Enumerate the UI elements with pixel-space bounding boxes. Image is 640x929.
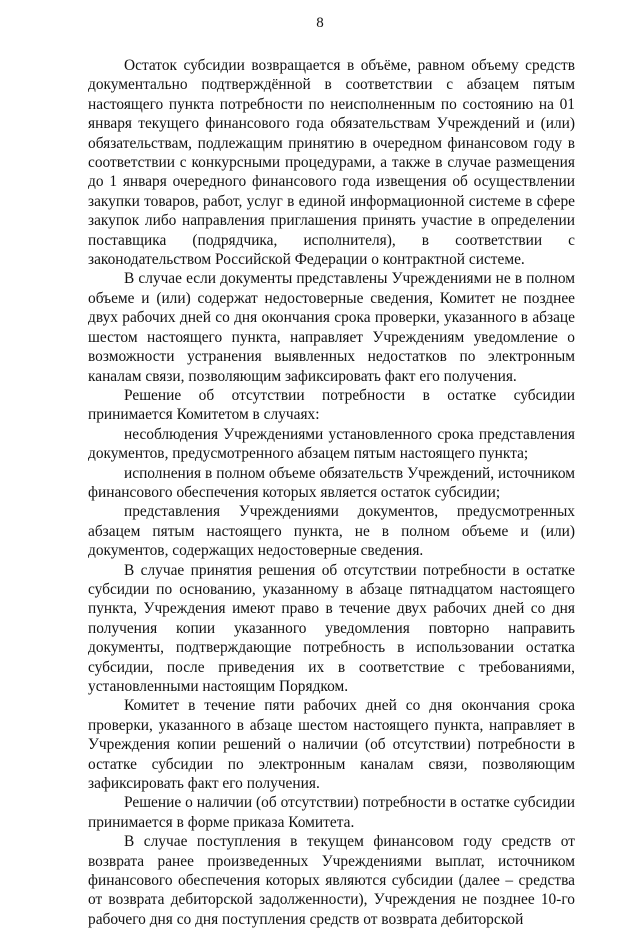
paragraph-3: Решение об отсутствии потребности в остатке субсидии принимается Комитетом в случаях: [88,386,575,424]
document-body [88,56,575,929]
paragraph-2: В случае если документы представлены Учреждениями не в полном объеме и (или) содержат недостоверные сведения, Комитет не позднее двух рабочих дней со дня окончания срока проверки, указанного в абзаце шестом настоящего пункта, направляет Учреждениям уведомление о возможности устранения выявленных недостатков по электронным каналам связи, позволяющим зафиксировать факт его получения. [88,270,575,385]
paragraph-6: представления Учреждениями документов, предусмотренных абзацем пятым настоящего пункта, не в полном объеме и (или) документов, содержащих недостоверные сведения. [88,503,575,560]
paragraph-7: В случае принятия решения об отсутствии потребности в остатке субсидии по основанию, указанному в абзаце пятнадцатом настоящего пункта, Учреждения имеют право в течение двух рабочих дней со дня получения копии указанного уведомления повторно направить документы, подтверждающие потребность в использовании остатка субсидии, после приведения их в соответствие с требованиями, установленными настоящим Порядком. [88,561,575,695]
paragraph-8: Комитет в течение пяти рабочих дней со дня окончания срока проверки, указанного в абзаце шестом настоящего пункта, направляет в Учреждения копии решений о наличии (об отсутствии) потребности в остатке субсидии по электронным каналам связи, позволяющим зафиксировать факт его получения. [88,697,575,793]
paragraph-9: Решение о наличии (об отсутствии) потребности в остатке субсидии принимается в форме приказа Комитета. [88,794,575,831]
paragraph-4: несоблюдения Учреждениями установленного срока представления документов, предусмотренного абзацем пятым настоящего пункта; [88,425,575,463]
page-number: 8 [316,15,324,31]
paragraph-5: исполнения в полном объеме обязательств Учреждений, источником финансового обеспечения которых является остаток субсидии; [88,464,575,501]
paragraph-1: Остаток субсидии возвращается в объёме, равном объему средств документально подтверждённой в соответствии с абзацем пятым настоящего пункта потребности по неисполненным по состоянию на 01 января текущего финансового года обязательствам Учреждений и (или) обязательствам, подлежащим принятию в очередном финансовом году в соответствии с конкурсными процедурами, а также в случае размещения до 1 января очередного финансового года извещения об осуществлении закупки товаров, работ, услуг в единой информационной системе в сфере закупок либо направления приглашения принять участие в определении поставщика (подрядчика, исполнителя), в соответствии с законодательством Российской Федерации о контрактной системе. [88,57,575,269]
paragraph-10: В случае поступления в текущем финансовом году средств от возврата ранее произведенных Учреждениями выплат, источником финансового обеспечения которых являются субсидии (далее – средства от возврата дебиторской задолженности), Учреждения не позднее 10-го рабочего дня со дня поступления средств от возврата дебиторской [88,833,575,928]
